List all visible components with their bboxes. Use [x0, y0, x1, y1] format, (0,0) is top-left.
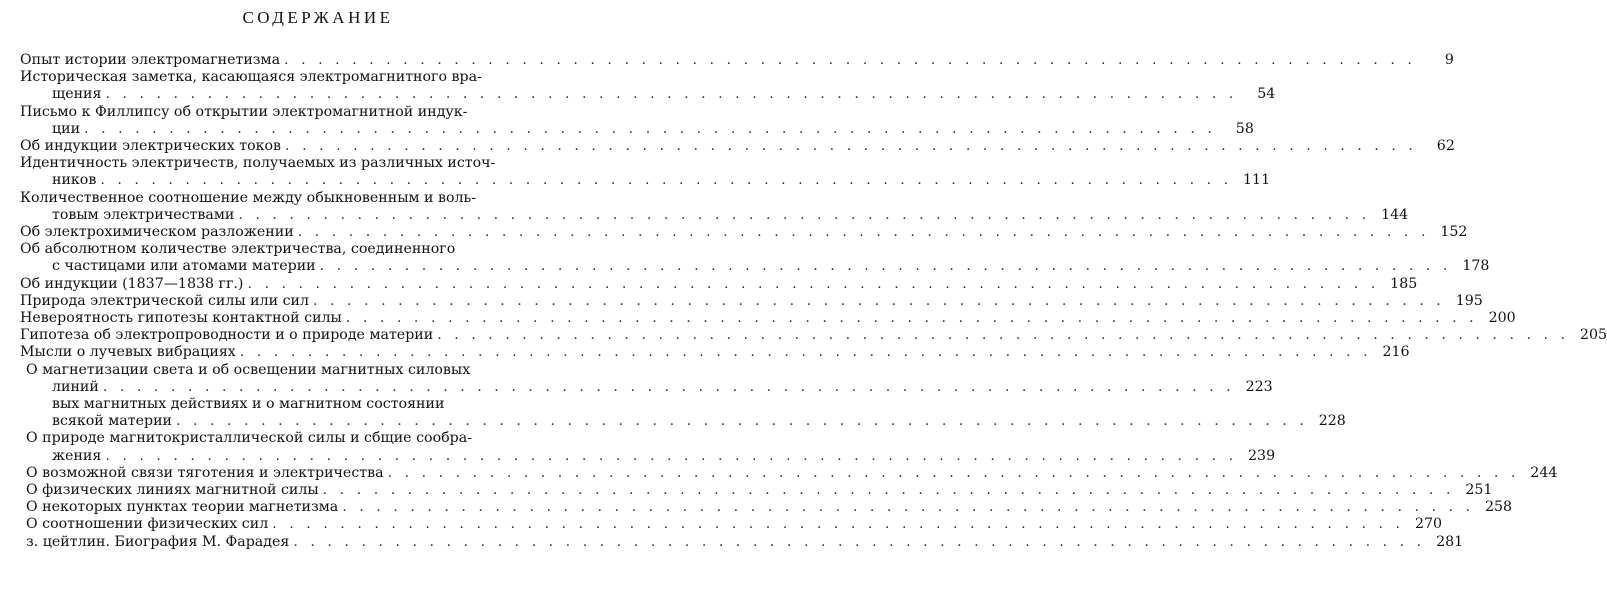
page-number: 216	[1382, 344, 1410, 361]
toc-entry-title: Об абсолютном количестве электричества, соединенного	[20, 241, 456, 258]
toc-entry-title: О соотношении физических сил	[26, 516, 269, 533]
dot-leader	[346, 310, 1478, 327]
toc-entry	[20, 344, 1410, 361]
page-number: 223	[1245, 378, 1273, 395]
dot-leader	[388, 465, 1520, 482]
dot-leader	[285, 138, 1417, 155]
toc-entry	[20, 241, 1490, 275]
toc-entry-title: Гипотеза об электропроводности и о природе материи	[20, 327, 434, 344]
page-number: 9	[1444, 52, 1454, 68]
toc-entry-title: Об индукции электрических токов	[20, 138, 282, 155]
toc-entry	[20, 499, 1513, 516]
toc-entry-title: Количественное соотношение между обыкновенным и воль-	[20, 189, 477, 206]
dot-leader	[293, 534, 1425, 551]
page-number: 185	[1390, 275, 1418, 292]
toc-entry-title: линий	[52, 378, 99, 395]
toc-entry	[20, 327, 1607, 344]
dot-leader	[320, 258, 1452, 275]
dot-leader	[103, 379, 1235, 396]
dot-leader	[437, 327, 1569, 344]
page-number: 54	[1257, 86, 1276, 103]
toc-entry-title: Об электрохимическом разложении	[20, 224, 294, 241]
dot-leader	[284, 52, 1416, 69]
toc-entry-title: жения	[52, 447, 102, 464]
dot-leader	[313, 293, 1445, 310]
toc-entry-title: вых магнитных действиях и о магнитном состоянии	[52, 396, 445, 413]
toc-entry-title: Об индукции (1837—1838 гг.)	[20, 275, 244, 292]
dot-leader	[323, 482, 1455, 499]
toc-entry	[20, 275, 1418, 293]
toc-entry-title: Мысли о лучевых вибрациях	[20, 344, 236, 361]
dot-leader	[298, 224, 1430, 241]
page-number: 205	[1579, 327, 1607, 344]
dot-leader	[105, 448, 1237, 465]
toc-entry	[20, 361, 1273, 396]
page-number: 195	[1455, 292, 1483, 309]
page-number: 239	[1248, 447, 1276, 464]
toc-entry-title: О некоторых пунктах теории магнетизма	[26, 499, 339, 516]
toc-entry-title: О магнетизации света и об освещении магнитных силовых	[26, 361, 471, 378]
dot-leader	[100, 172, 1232, 189]
toc-entry-title: ции	[52, 120, 81, 137]
page-number: 152	[1440, 224, 1468, 241]
page-number: 251	[1465, 482, 1493, 499]
toc-entry-title: Историческая заметка, касающаяся электромагнитного вра-	[20, 69, 482, 86]
toc-entry-title: Природа электрической силы или сил	[20, 292, 310, 309]
contents-heading: СОДЕРЖАНИЕ	[242, 8, 394, 27]
page-number: 144	[1381, 206, 1409, 223]
toc-entry	[20, 533, 1464, 551]
toc-entry-title: О физических линиях магнитной силы	[26, 482, 319, 499]
toc-entry	[20, 103, 1254, 138]
toc-entry-title: з. цейтлин. Биография М. Фарадея	[26, 533, 290, 550]
page-number: 270	[1414, 516, 1443, 533]
dot-leader	[240, 344, 1372, 361]
dot-leader	[176, 413, 1308, 430]
toc-entry-title: с частицами или атомами материи	[52, 258, 316, 275]
table-of-contents	[20, 52, 1607, 551]
toc-entry-title: щения	[52, 86, 102, 103]
toc-entry-title: Письмо к Филлипсу об открытии электромагнитной индук-	[20, 103, 468, 120]
toc-entry	[20, 430, 1276, 464]
dot-leader	[247, 276, 1379, 293]
page-number: 228	[1318, 413, 1346, 430]
page-number: 258	[1484, 499, 1513, 516]
toc-entry-title: О природе магнитокристаллической силы и сбщие сообра-	[26, 430, 472, 447]
dot-leader	[272, 516, 1404, 533]
dot-leader	[342, 499, 1474, 516]
dot-leader	[238, 207, 1370, 224]
toc-entry	[20, 464, 1558, 482]
toc-entry-title: Невероятность гипотезы контактной силы	[20, 310, 342, 327]
toc-entry	[20, 52, 1454, 69]
toc-entry	[20, 224, 1468, 241]
dot-leader	[105, 86, 1237, 103]
toc-entry	[20, 155, 1271, 189]
toc-entry	[20, 292, 1483, 310]
page-number: 178	[1462, 258, 1490, 275]
dot-leader	[84, 121, 1216, 138]
page-number: 244	[1530, 464, 1558, 481]
toc-entry-title: О возможной связи тяготения и электричества	[26, 464, 384, 481]
page-number: 200	[1488, 310, 1516, 327]
toc-entry	[20, 516, 1443, 533]
page-number: 58	[1235, 120, 1254, 137]
toc-entry-title: товым электричествами	[52, 206, 235, 223]
toc-entry	[20, 482, 1493, 499]
toc-entry	[20, 189, 1409, 224]
toc-entry-title: Опыт истории электромагнетизма	[20, 52, 281, 68]
toc-entry-title: Идентичность электричеств, получаемых из различных источ-	[20, 155, 496, 172]
toc-entry	[20, 138, 1455, 155]
page-number: 62	[1436, 138, 1455, 155]
page-number: 111	[1243, 172, 1271, 189]
toc-entry-title: ников	[52, 172, 97, 189]
toc-entry	[20, 310, 1516, 327]
toc-entry	[20, 396, 1346, 430]
page-number: 281	[1436, 533, 1464, 550]
toc-entry-title: всякой материи	[52, 413, 172, 430]
toc-entry	[20, 69, 1276, 103]
